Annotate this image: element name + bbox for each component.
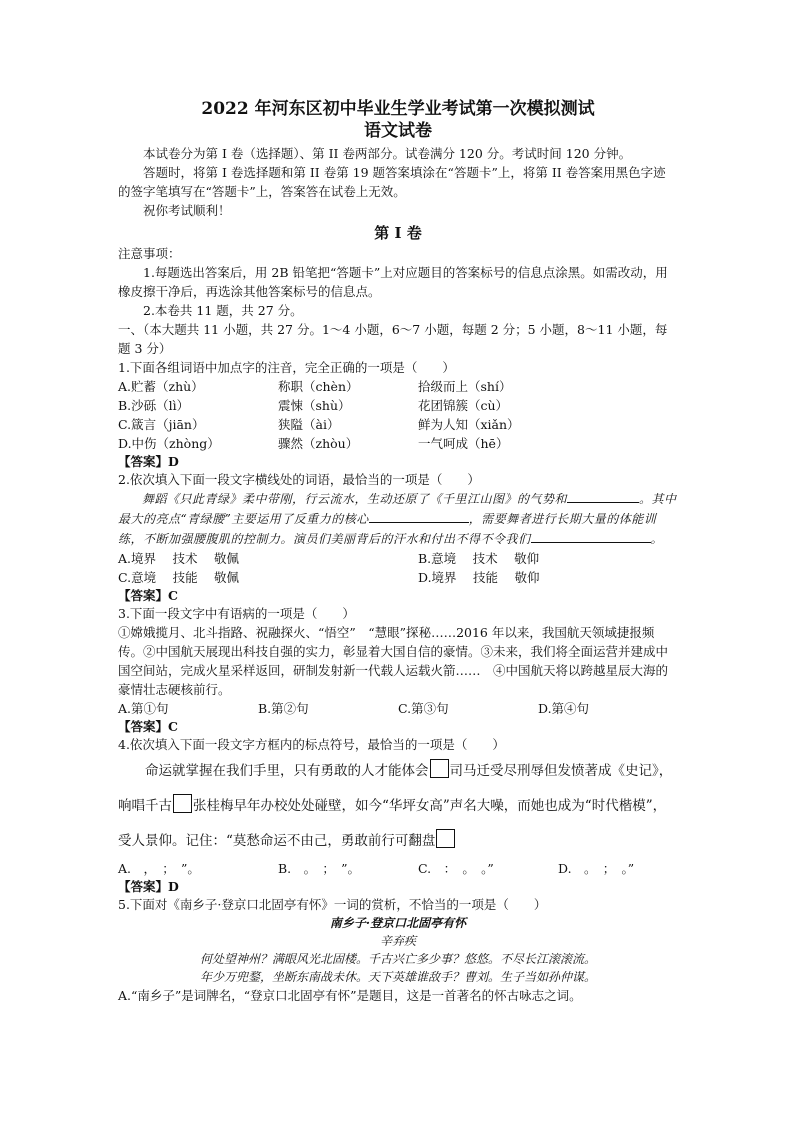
q5-poem-line-2: 年少万兜鍪，坐断东南战未休。天下英雄谁敌手？曹刘。生子当如孙仲谋。 <box>199 970 596 984</box>
q2-options <box>118 549 678 587</box>
q4-stem: 4.依次填入下面一段文字方框内的标点符号，最恰当的一项是（ ） <box>118 737 505 752</box>
q1-answer: 【答案】D <box>118 454 179 469</box>
notes-item-1: 1.每题选出答案后，用 2B 铅笔把“答题卡”上对应题目的答案标号的信息点涂黑。如需改动，用橡皮擦干净后，再选涂其他答案标号的信息点。 <box>118 265 668 299</box>
q1-option-a3: 拾级而上（shí） <box>418 379 512 394</box>
q2-answer: 【答案】C <box>118 588 178 603</box>
q5-option-a: A.“南乡子”是词牌名，“登京口北固亭有怀”是题目，这是一首著名的怀古咏志之词。 <box>118 988 582 1003</box>
intro-line-1: 本试卷分为第 I 卷（选择题）、第 II 卷两部分。试卷满分 120 分。考试时间 120 分钟。 <box>143 146 632 161</box>
q1-option-d2: 骤然（zhòu） <box>278 436 359 451</box>
exam-subtitle: 语文试卷 <box>364 121 432 141</box>
q4-box-2 <box>173 794 192 813</box>
q1-option-a1: A.贮蓄（zhù） <box>118 379 204 394</box>
q2-passage-b: 。其中最大的亮点“青绿腰”主要运用了反重力的核心 <box>118 492 677 526</box>
q2-passage <box>118 489 678 549</box>
q3-answer: 【答案】C <box>118 719 178 734</box>
exam-title: 2022 年河东区初中毕业生学业考试第一次模拟测试 <box>201 99 595 119</box>
q4-answer: 【答案】D <box>118 879 179 894</box>
q5-poem-line-1: 何处望神州？满眼风光北固楼。千古兴亡多少事？悠悠。不尽长江滚滚流。 <box>199 952 596 966</box>
q4-box-1 <box>430 759 449 778</box>
q4-option-a: A. ， ； ”。 <box>118 861 200 876</box>
q1-option-d3: 一气呵成（hē） <box>418 436 509 451</box>
q3-option-b: B.第②句 <box>258 701 309 716</box>
q4-option-c: C. ： 。 。” <box>418 861 494 876</box>
exam-page <box>118 98 678 1005</box>
q1-option-d1: D.中伤（zhòng） <box>118 436 220 451</box>
q4-options <box>118 859 678 878</box>
notes-heading: 注意事项： <box>118 246 181 261</box>
q2-blank-3 <box>531 529 651 543</box>
q1-option-c2: 狭隘（ài） <box>278 417 340 432</box>
q4-seg-1: 命运就掌握在我们手里，只有勇敢的人才能体会 <box>145 763 429 779</box>
q1-option-a2: 称职（chèn） <box>278 379 359 394</box>
q2-option-d: D.境界 技能 敬仰 <box>418 570 540 585</box>
q2-passage-a: 舞蹈《只此青绿》柔中带刚，行云流水，生动还原了《千里江山图》的气势和 <box>142 492 568 506</box>
q2-passage-d: 。 <box>650 532 664 546</box>
q2-option-b: B.意境 技术 敬仰 <box>418 551 540 566</box>
q4-box-3 <box>436 829 455 848</box>
q2-blank-1 <box>567 489 639 503</box>
q2-blank-2 <box>369 509 469 523</box>
q5-poem-author: 辛弃疾 <box>379 934 416 948</box>
q1-option-b3: 花团锦簇（cù） <box>418 398 509 413</box>
part-one-instructions: 一、（本大题共 11 小题，共 27 分。1～4 小题，6～7 小题，每题 2 分；5 小题，8～11 小题，每题 3 分） <box>118 322 668 356</box>
intro-line-2: 答题时，将第 I 卷选择题和第 II 卷第 19 题答案填涂在“答题卡”上，将第 II 卷答案用黑色字迹的签字笔填写在“答题卡”上，答案答在试卷上无效。 <box>118 165 666 199</box>
q1-option-c3: 鲜为人知（xiǎn） <box>418 417 520 432</box>
q3-option-c: C.第③句 <box>398 701 449 716</box>
q1-stem: 1.下面各组词语中加点字的注音，完全正确的一项是（ ） <box>118 360 455 375</box>
q1-option-c1: C.箴言（jiān） <box>118 417 205 432</box>
section-title: 第 I 卷 <box>374 224 422 242</box>
q4-passage <box>118 754 678 859</box>
q3-option-d: D.第④句 <box>538 701 590 716</box>
q2-option-a: A.境界 技术 敬佩 <box>118 551 239 566</box>
q3-passage: ①嫦娥揽月、北斗指路、祝融探火、“悟空” “慧眼”探秘……2016 年以来，我国航天领域捷报频传。②中国航天展现出科技自强的实力，彰显着大国自信的豪情。③未来，我们将全面运营并建成中国空间站，完成火星采样返回，研制发射新一代载人运载火箭…… ④中国航天将以跨越星辰大海的豪情壮志硬核前行。 <box>118 625 669 697</box>
intro-line-3: 祝你考试顺利！ <box>143 203 231 218</box>
q4-seg-2: 司马迁受尽刑辱但发愤著成《史记》，响唱千古 <box>118 763 673 814</box>
q2-option-c: C.意境 技能 敬佩 <box>118 570 240 585</box>
notes-item-2: 2.本卷共 11 题，共 27 分。 <box>143 303 303 318</box>
q2-stem: 2.依次填入下面一段文字横线处的词语，最恰当的一项是（ ） <box>118 472 480 487</box>
q1-options <box>118 377 678 453</box>
q3-stem: 3.下面一段文字中有语病的一项是（ ） <box>118 606 355 621</box>
q4-seg-3: 张桂梅早年办校处处碰壁，如今“华坪女高”声名大噪，而她也成为“时代楷模”，受人景仰。记住：“莫愁命运不由己，勇敢前行可翻盘 <box>118 798 667 849</box>
q4-option-d: D. 。 ； 。” <box>558 861 635 876</box>
q5-poem-title: 南乡子·登京口北固亭有怀 <box>329 916 467 930</box>
q5-stem: 5.下面对《南乡子·登京口北固亭有怀》一词的赏析，不恰当的一项是（ ） <box>118 897 547 912</box>
q4-option-b: B. 。 ； ”。 <box>278 861 361 876</box>
q1-option-b2: 震悚（shù） <box>278 398 351 413</box>
q1-option-b1: B.沙砾（lì） <box>118 398 190 413</box>
q3-option-a: A.第①句 <box>118 701 169 716</box>
q3-options <box>118 699 678 718</box>
q2-passage-c: ，需要舞者进行长期大量的体能训练，不断加强腰腹肌的控制力。演员们美丽背后的汗水和付出不得不令我们 <box>118 512 657 546</box>
